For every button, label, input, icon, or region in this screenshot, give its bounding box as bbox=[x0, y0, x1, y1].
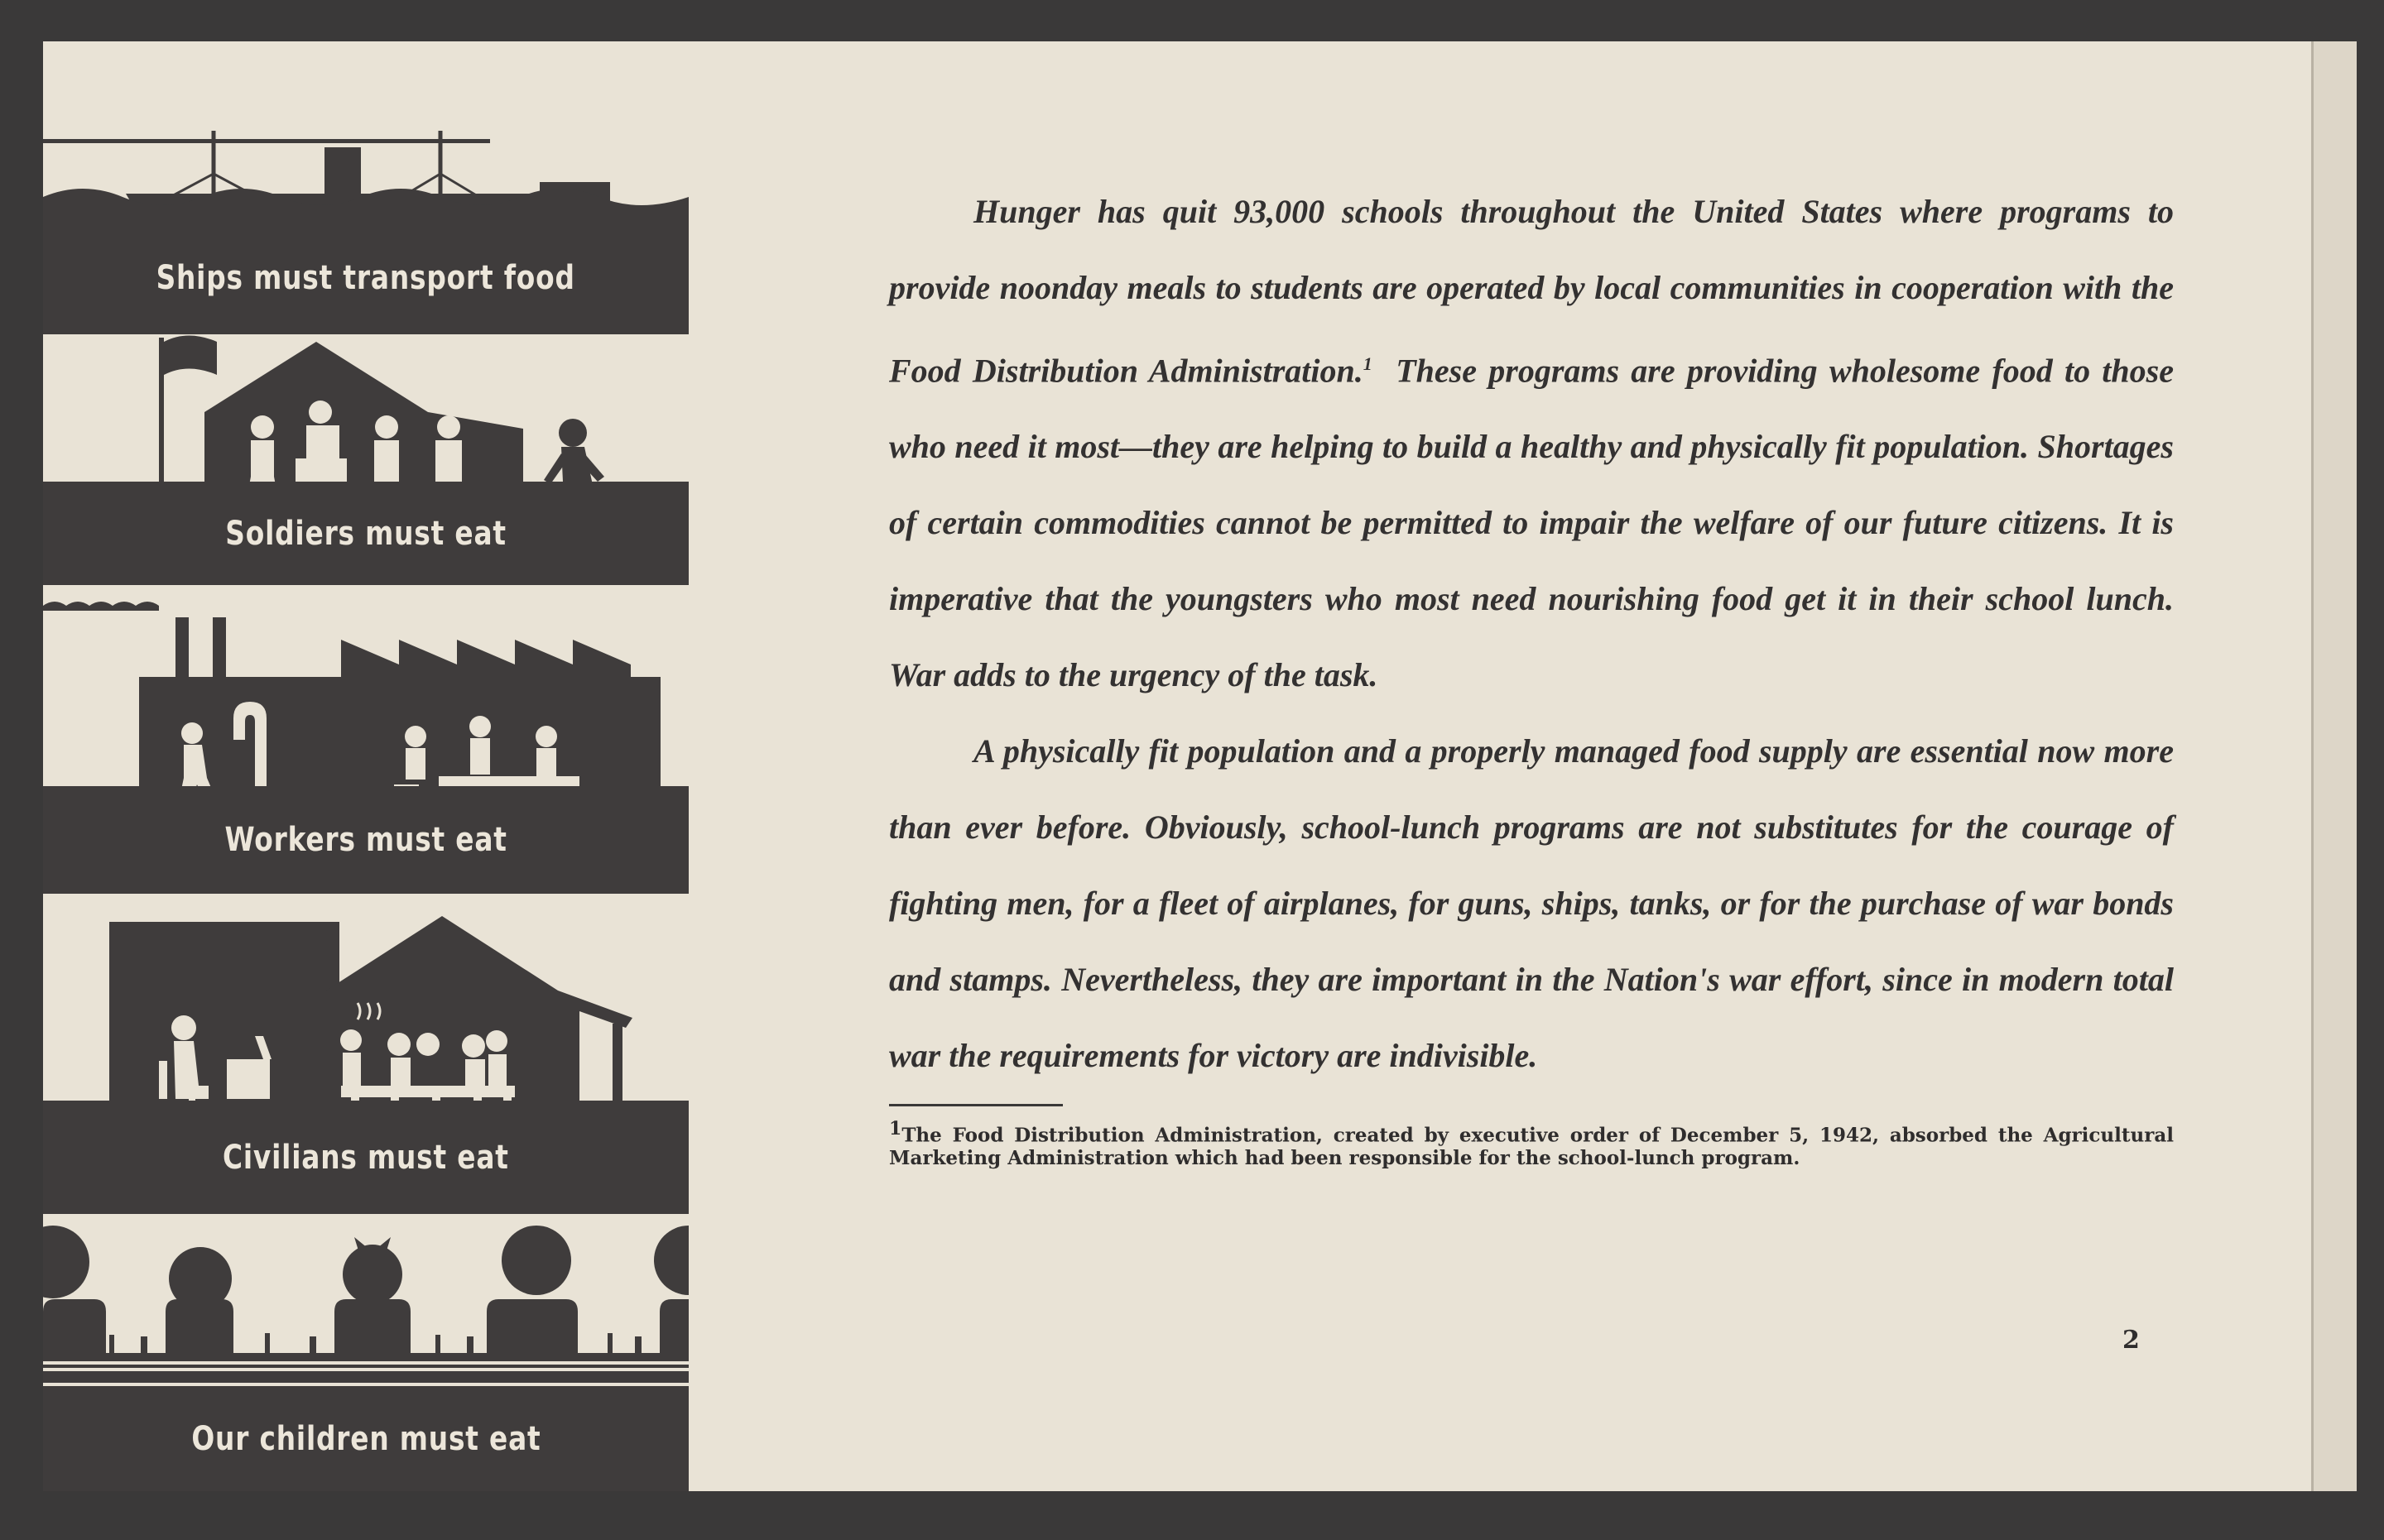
footnote-reference: 1 bbox=[1363, 353, 1372, 374]
footnote bbox=[889, 1118, 2174, 1169]
caption-children: Our children must eat bbox=[190, 1419, 541, 1458]
footnote-divider bbox=[889, 1104, 1063, 1106]
footnote-marker: 1 bbox=[889, 1118, 902, 1140]
footnote-text: The Food Distribution Administration, created by executive order of December 5, 1942, absorbed the Agricultural Marketing Administration which had been responsible for the school-lunch program. bbox=[889, 1124, 2174, 1169]
document-page bbox=[43, 41, 2357, 1491]
body-text bbox=[889, 174, 2174, 1169]
illustration-panel bbox=[43, 41, 689, 1491]
adjacent-page-edge bbox=[2311, 41, 2357, 1491]
paragraph-1-text: Hunger has quit 93,000 schools throughout the United States where programs to provide noonday meals to students are operated by local communities in cooperation with the Food Distribution Administration. bbox=[889, 193, 2174, 390]
paragraph-1 bbox=[889, 174, 2174, 713]
caption-band-civilians bbox=[43, 1101, 689, 1214]
page-number: 2 bbox=[2122, 1326, 2140, 1355]
caption-band-children bbox=[43, 1386, 689, 1491]
paragraph-2-text: A physically fit population and a properly managed food supply are essential now more than ever before. Obviously, school-lunch programs are not substitutes for the courage of fighting men, for a fleet of airplanes, for guns, ships, tanks, or for the purchase of war bonds and stamps. Nevertheless, they are important in the Nation's war effort, since in modern total war the requirements for victory are indivisible. bbox=[889, 732, 2174, 1075]
caption-workers: Workers must eat bbox=[224, 821, 507, 859]
paragraph-2 bbox=[889, 713, 2174, 1094]
caption-ships: Ships must transport food bbox=[156, 259, 576, 297]
caption-band-workers bbox=[43, 786, 689, 894]
caption-civilians: Civilians must eat bbox=[223, 1138, 509, 1177]
children-eating-icon bbox=[43, 1221, 689, 1403]
caption-soldiers: Soldiers must eat bbox=[225, 514, 507, 553]
paragraph-1-continued: These programs are providing wholesome food to those who need it most—they are helping to build a healthy and physically fit population. Shortages of certain commodities cannot be permitted to impair the welfare of our future citizens. It is imperative that the youngsters who most need nourishing food get it in their school lunch. War adds to the urgency of the task. bbox=[889, 352, 2174, 694]
caption-band-soldiers bbox=[43, 482, 689, 585]
